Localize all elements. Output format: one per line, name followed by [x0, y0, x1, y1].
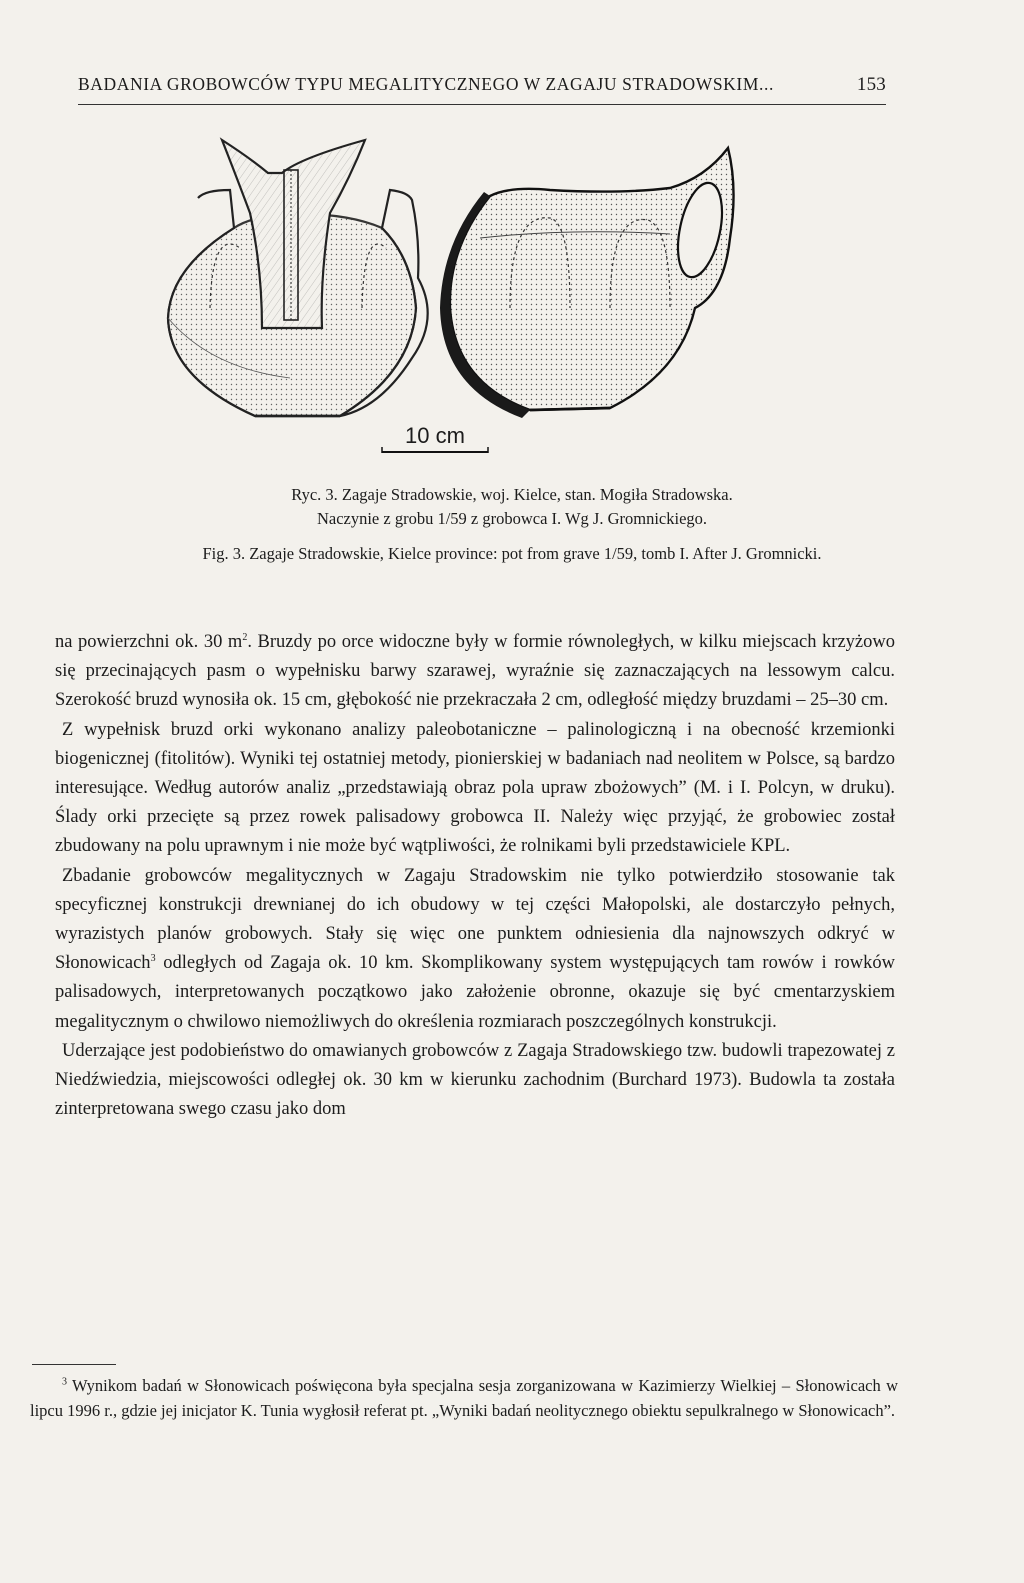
- paragraph-1: [55, 628, 895, 716]
- paragraph-3: [55, 862, 895, 1037]
- paragraph-1-part-b: . Bruzdy po orce widoczne były w formie równoległych, w kilku miejscach krzyżowo się przecinających pasm o wypełnisku barwy szarawej, wyraźnie się zaznaczających na lessowym calcu. Szerokość bruzd wynosiła ok. 15 cm, głębokość nie przekraczała 2 cm, odległość między bruzdami – 25–30 cm.: [55, 632, 895, 711]
- footnote-ref-3[interactable]: 3: [150, 953, 156, 965]
- paragraph-4: Uderzające jest podobieństwo do omawianych grobowców z Zagaja Stradowskiego tzw. budowli trapezowatej z Niedźwiedzia, miejscowości odległej ok. 30 km w kierunku zachodnim (Burchard 1973). Budowla ta została zinterpretowana swego czasu jako dom: [55, 1040, 895, 1120]
- header-rule: [78, 104, 886, 105]
- running-head-title: BADANIA GROBOWCÓW TYPU MEGALITYCZNEGO W ZAGAJU STRADOWSKIM...: [78, 74, 774, 94]
- pot-front-view: [168, 140, 428, 416]
- figure-caption-en: Fig. 3. Zagaje Stradowskie, Kielce province: pot from grave 1/59, tomb I. After J. Gromnicki.: [202, 544, 822, 563]
- figure-caption-pl-line1: Ryc. 3. Zagaje Stradowskie, woj. Kielce, stan. Mogiła Stradowska.: [291, 485, 733, 504]
- paragraph-3-part-b: odległych od Zagaja ok. 10 km. Skomplikowany system występujących tam rowów i rowków palisadowych, interpretowanych początkowo jako założenie obronne, okazuje się być cmentarzyskiem megalitycznym o chwilowo niemożliwych do określenia rozmiarach poszczególnych konstrukcji.: [55, 953, 895, 1032]
- footnote: [30, 1374, 898, 1423]
- paragraph-2: Z wypełnisk bruzd orki wykonano analizy paleobotaniczne – palinologiczną i na obecność krzemionki biogenicznej (fitolitów). Wyniki tej ostatniej metody, pionierskiej w badaniach nad neolitem w Polsce, są bardzo interesujące. Według autorów analiz „przedstawiają obraz pola upraw zbożowych” (M. i I. Polcyn, w druku). Ślady orki przecięte są przez rowek palisadowy grobowca II. Należy więc przyjąć, że grobowiec został zbudowany na polu uprawnym i nie może być wątpliwości, że rolnikami byli przedstawiciele KPL.: [55, 719, 895, 857]
- pot-side-view: [440, 148, 734, 418]
- footnote-3: [30, 1374, 898, 1423]
- paragraph-3-part-a: Zbadanie grobowców megalitycznych w Zagaju Stradowskim nie tylko potwierdziło stosowanie tak specyficznej konstrukcji drewnianej do ich obudowy w tej części Małopolski, ale dostarczyło pełnych, wyrazistych planów grobowych. Stały się więc one punktem odniesienia dla najnowszych odkryć w Słonowicach: [55, 865, 895, 974]
- scale-label: 10 cm: [405, 423, 465, 448]
- footnote-marker: 3: [62, 1376, 67, 1388]
- superscript-2: 2: [242, 631, 248, 643]
- figure-caption-pl-line2: Naczynie z grobu 1/59 z grobowca I. Wg J. Gromnickiego.: [316, 509, 708, 528]
- footnote-rule: [32, 1364, 116, 1365]
- paragraph-1-part-a: na powierzchni ok. 30 m: [55, 632, 243, 652]
- body-text: [55, 628, 895, 1124]
- running-head: [78, 74, 886, 96]
- pottery-illustration: [150, 118, 750, 478]
- footnote-text: Wynikom badań w Słonowicach poświęcona była specjalna sesja zorganizowana w Kazimierzy Wielkiej – Słonowicach w lipcu 1996 r., gdzie jej inicjator K. Tunia wygłosił referat pt. „Wyniki badań neolitycznego obiektu sepulkralnego w Słonowicach”.: [30, 1376, 898, 1420]
- page-number: 153: [856, 74, 886, 95]
